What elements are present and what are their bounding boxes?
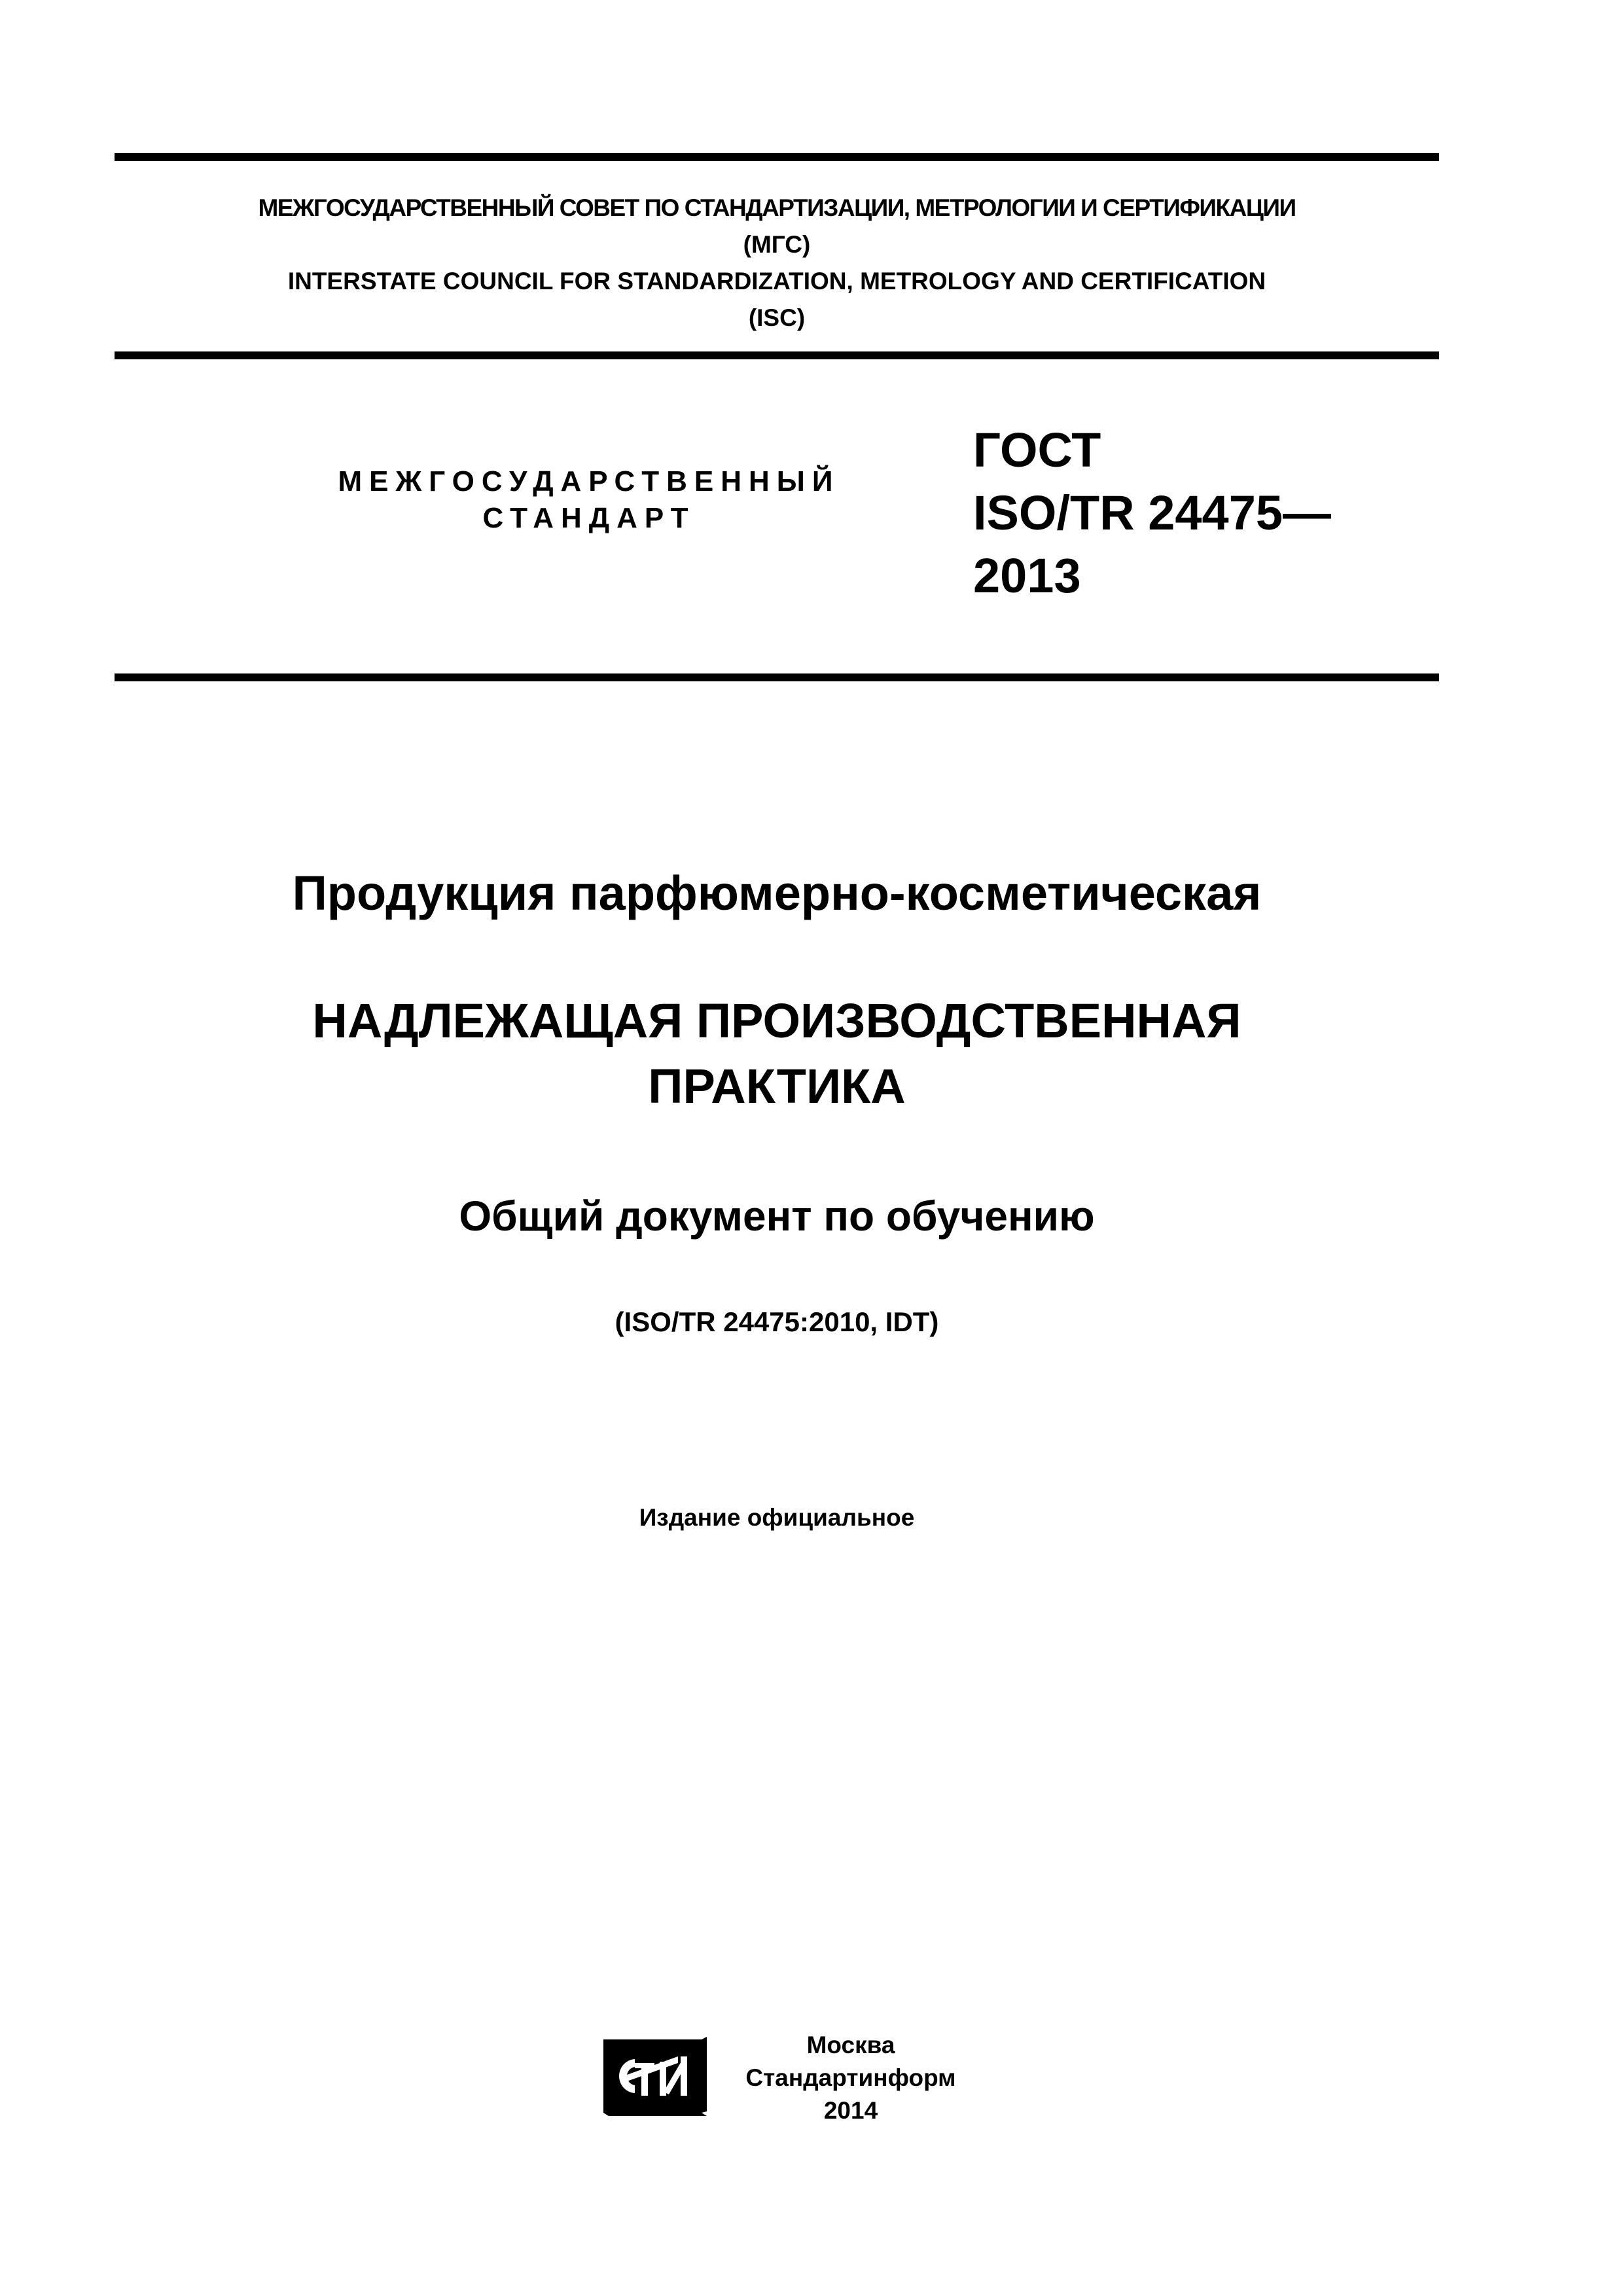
- imprint-publisher: Стандартинформ: [745, 2064, 956, 2091]
- main-title: [115, 988, 1439, 1119]
- council-abbr-ru: (МГС): [743, 231, 811, 258]
- edition-label: Издание официальное: [639, 1504, 915, 1531]
- main-title-line2: ПРАКТИКА: [648, 1059, 906, 1113]
- standard-designation: [973, 419, 1331, 607]
- council-abbr-en: (ISC): [748, 304, 806, 331]
- imprint-year: 2014: [823, 2097, 878, 2124]
- header-divider-rule: [115, 351, 1439, 359]
- standard-type-line2: СТАНДАРТ: [482, 502, 696, 534]
- standartinform-logo-icon: [601, 2037, 709, 2117]
- subtitle: Общий документ по обучению: [459, 1193, 1095, 1240]
- main-title-line1: НАДЛЕЖАЩАЯ ПРОИЗВОДСТВЕННАЯ: [312, 994, 1241, 1048]
- council-name-en: INTERSTATE COUNCIL FOR STANDARDIZATION, METROLOGY AND CERTIFICATION: [287, 268, 1266, 295]
- identity-reference: (ISO/TR 24475:2010, IDT): [615, 1306, 939, 1337]
- designation-line2: ISO/TR 24475—: [973, 486, 1332, 540]
- designation-line1: ГОСТ: [973, 423, 1101, 477]
- imprint: [726, 2029, 975, 2127]
- council-name-ru: МЕЖГОСУДАРСТВЕННЫЙ СОВЕТ ПО СТАНДАРТИЗАЦИИ, МЕТРОЛОГИИ И СЕРТИФИКАЦИИ: [258, 194, 1296, 221]
- designation-divider-rule: [115, 673, 1439, 681]
- designation-line3: 2013: [973, 548, 1081, 603]
- top-rule: [115, 153, 1439, 161]
- product-title: Продукция парфюмерно-косметическая: [292, 866, 1262, 920]
- standard-type-line1: МЕЖГОСУДАРСТВЕННЫЙ: [338, 465, 840, 497]
- council-header: [115, 190, 1439, 336]
- imprint-city: Москва: [806, 2032, 895, 2058]
- standard-type: [288, 463, 890, 537]
